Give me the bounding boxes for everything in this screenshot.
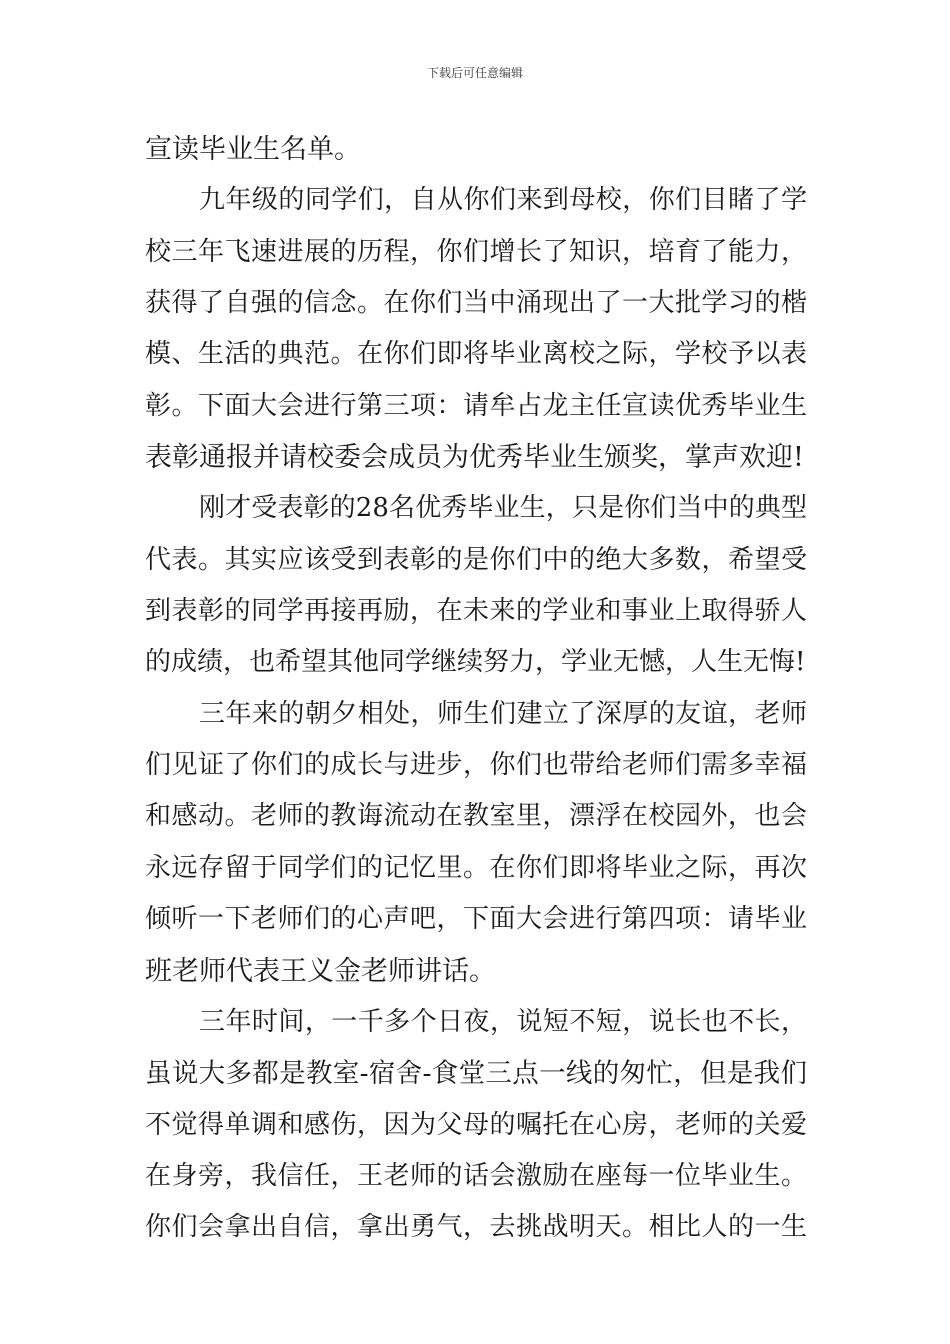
page-header: 下载后可任意编辑 — [426, 66, 523, 80]
body-text — [145, 124, 807, 1254]
text-line: 三年来的朝夕相处，师生们建立了深厚的友谊，老师 — [199, 698, 807, 729]
text-line: 代表。其实应该受到表彰的是你们中的绝大多数，希望受 — [145, 544, 807, 575]
text-line: 你们会拿出自信，拿出勇气，去挑战明天。相比人的一生 — [145, 1212, 807, 1243]
text-line: 永远存留于同学们的记忆里。在你们即将毕业之际，再次 — [145, 852, 807, 883]
text-line: 倾听一下老师们的心声吧，下面大会进行第四项：请毕业 — [145, 904, 807, 935]
text-line: 表彰通报并请校委会成员为优秀毕业生颁奖，掌声欢迎! — [145, 442, 804, 474]
text-line: 校三年飞速进展的历程，你们增长了知识，培育了能力， — [145, 236, 807, 267]
text-line: 三年时间，一千多个日夜，说短不短，说长也不长， — [199, 1006, 807, 1037]
text-line: 们见证了你们的成长与进步，你们也带给老师们需多幸福 — [145, 750, 807, 781]
text-line: 宣读毕业生名单。 — [145, 134, 361, 165]
text-line: 虽说大多都是教室-宿舍-食堂三点一线的匆忙，但是我们 — [145, 1058, 807, 1090]
text-line: 刚才受表彰的28名优秀毕业生，只是你们当中的典型 — [199, 493, 807, 524]
text-line: 九年级的同学们，自从你们来到母校，你们目睹了学 — [199, 185, 807, 216]
text-line: 不觉得单调和感伤，因为父母的嘱托在心房，老师的关爱 — [145, 1109, 807, 1140]
text-line: 模、生活的典范。在你们即将毕业离校之际，学校予以表 — [145, 339, 807, 370]
text-line: 彰。下面大会进行第三项：请牟占龙主任宣读优秀毕业生 — [145, 390, 807, 421]
text-line: 的成绩，也希望其他同学继续努力，学业无憾，人生无悔! — [145, 647, 806, 678]
text-line: 班老师代表王义金老师讲话。 — [145, 955, 496, 987]
text-line: 到表彰的同学再接再励，在未来的学业和事业上取得骄人 — [145, 596, 807, 627]
text-line: 获得了自强的信念。在你们当中涌现出了一大批学习的楷 — [145, 288, 807, 319]
text-line: 和感动。老师的教诲流动在教室里，漂浮在校园外，也会 — [145, 801, 807, 832]
text-line: 在身旁，我信任，王老师的话会激励在座每一位毕业生。 — [145, 1160, 807, 1191]
